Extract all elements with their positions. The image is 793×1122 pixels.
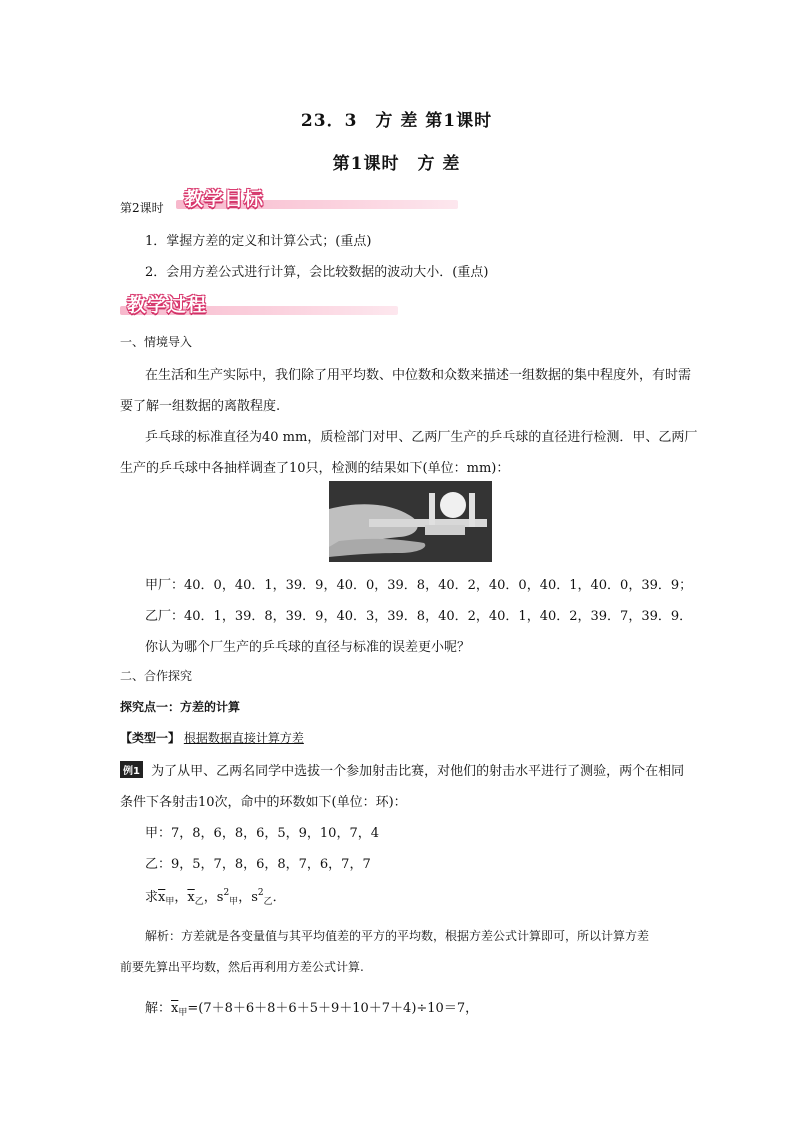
factory-b-data: 乙厂：40．1，39．8，39．9，40．3，39．8，40．2，40．1，40．2，39．7，39．9．	[145, 609, 693, 624]
caliper-illustration	[329, 481, 492, 562]
solution-prefix: 解：	[145, 1001, 172, 1016]
question-text: 你认为哪个厂生产的乒乓球的直径与标准的误差更小呢？	[145, 640, 471, 655]
section-heading-intro: 一、情境导入	[120, 335, 193, 349]
analysis-line-2: 前要先算出平均数，然后再利用方差公式计算.	[120, 960, 364, 974]
ask-line	[145, 886, 286, 907]
paragraph-2-line-2: 生产的乒乓球中各抽样调查了10只，检测的结果如下(单位：mm)：	[120, 461, 510, 476]
variance-sub-jia: 甲	[229, 897, 239, 907]
objective-item-1: 1．掌握方差的定义和计算公式；(重点)	[145, 234, 372, 249]
example-line-2: 条件下各射击10次，命中的环数如下(单位：环)：	[120, 795, 407, 810]
mean-symbol-yi: $\overline{x}$	[187, 890, 195, 905]
page-subtitle: 第1课时 方 差	[332, 154, 461, 174]
variance-sub-yi: 乙	[263, 897, 273, 907]
variance-symbol-yi: s	[251, 890, 258, 905]
example-badge: 例1	[120, 761, 143, 778]
process-banner: 教学过程	[127, 294, 208, 316]
caliper-photo	[329, 481, 492, 562]
jia-scores: 甲：7，8，6，8，6，5，9，10，7，4	[145, 826, 379, 841]
lesson-tag: 第2课时	[120, 201, 164, 215]
solution-mean-symbol: $\overline{x}$	[171, 1001, 179, 1016]
solution-formula: =(7＋8＋6＋8＋6＋5＋9＋10＋7＋4)÷10＝7，	[187, 1001, 479, 1016]
factory-a-data: 甲厂：40．0，40．1，39．9，40．0，39．8，40．2，40．0，40．1，40．0，39．9；	[145, 578, 693, 593]
paragraph-1-line-2: 要了解一组数据的离散程度.	[120, 399, 281, 414]
ask-end: ．	[272, 890, 286, 905]
variance-symbol-jia: s	[216, 890, 224, 905]
paragraph-1-line-1: 在生活和生产实际中，我们除了用平均数、中位数和众数来描述一组数据的集中程度外，有时需	[145, 368, 692, 383]
type-title: 根据数据直接计算方差	[183, 731, 304, 745]
analysis-line-1: 解析：方差就是各变量值与其平均值差的平方的平均数，根据方差公式计算即可，所以计算方差	[145, 929, 650, 943]
ask-prefix: 求	[145, 890, 159, 905]
mean-sub-yi: 乙	[194, 897, 204, 907]
example-line-1	[120, 760, 684, 779]
explore-point-heading: 探究点一：方差的计算	[120, 700, 241, 714]
type-tag: 【类型一】	[120, 731, 181, 745]
mean-symbol-jia: $\overline{x}$	[158, 890, 166, 905]
example-text-1: 为了从甲、乙两名同学中选拔一个参加射击比赛，对他们的射击水平进行了测验，两个在相同	[151, 764, 685, 779]
variance-sup-jia: 2	[223, 888, 230, 898]
solution-mean-sub: 甲	[178, 1008, 188, 1018]
yi-scores: 乙：9，5，7，8，6，8，7，6，7，7	[145, 857, 371, 872]
paragraph-2-line-1: 乒乓球的标准直径为40 mm，质检部门对甲、乙两厂生产的乒乓球的直径进行检测．甲、乙两厂	[145, 430, 698, 445]
ask-sep-3: ，	[238, 890, 252, 905]
ask-sep-2: ，	[203, 890, 217, 905]
variance-sup-yi: 2	[257, 888, 264, 898]
objectives-banner: 教学目标	[184, 188, 265, 210]
type-heading	[120, 729, 304, 746]
mean-sub-jia: 甲	[165, 897, 175, 907]
ask-sep-1: ，	[174, 890, 188, 905]
objective-item-2: 2．会用方差公式进行计算，会比较数据的波动大小．(重点)	[145, 265, 489, 280]
page-title: 23．3 方 差 第1课时	[300, 111, 493, 131]
solution-line	[145, 997, 478, 1018]
section-heading-explore: 二、合作探究	[120, 669, 193, 683]
